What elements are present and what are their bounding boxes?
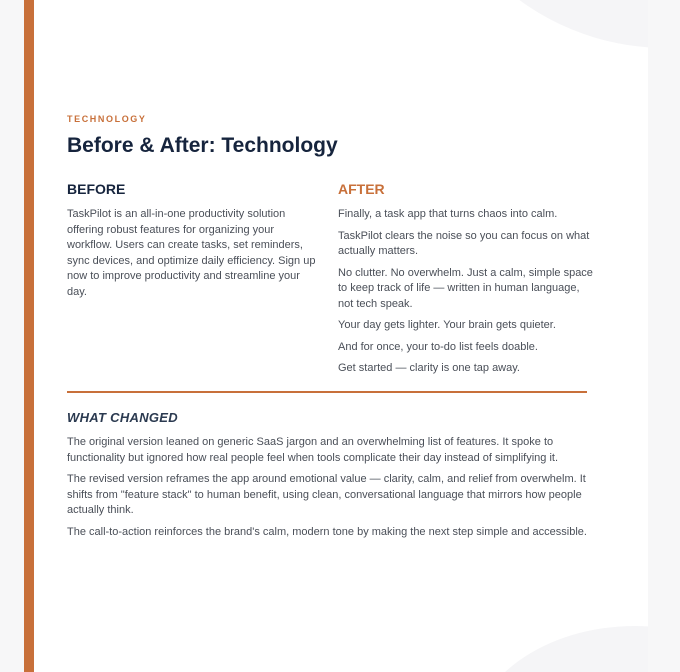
section-divider bbox=[67, 391, 587, 393]
after-column bbox=[338, 207, 593, 383]
decorative-shape-top bbox=[418, 0, 648, 48]
before-text: TaskPilot is an all-in-one productivity solution offering robust features for organizing your workflow. Users can create tasks, set reminders, sync devices, and optimize daily efficiency. Sign up now to improve productivity and streamline your day. bbox=[67, 208, 316, 298]
after-paragraph: Get started — clarity is one tap away. bbox=[338, 362, 520, 374]
what-changed-heading: WHAT CHANGED bbox=[67, 410, 178, 425]
decorative-shape-bottom bbox=[470, 626, 648, 672]
accent-bar bbox=[24, 0, 34, 672]
after-paragraph: Your day gets lighter. Your brain gets quieter. bbox=[338, 319, 556, 331]
what-changed-paragraph: The revised version reframes the app around emotional value — clarity, calm, and relief from overwhelm. It shifts from "feature stack" to human benefit, using clean, conversational language that mirrors how people actually think. bbox=[67, 473, 586, 516]
after-paragraph: And for once, your to-do list feels doable. bbox=[338, 340, 538, 353]
page-title: Before & After: Technology bbox=[67, 134, 338, 157]
after-heading: AFTER bbox=[338, 181, 385, 197]
category-label: TECHNOLOGY bbox=[67, 114, 147, 124]
what-changed-body bbox=[67, 435, 587, 546]
after-paragraph: TaskPilot clears the noise so you can focus on what actually matters. bbox=[338, 229, 590, 257]
what-changed-paragraph: The call-to-action reinforces the brand's calm, modern tone by making the next step simple and accessible. bbox=[67, 525, 587, 538]
before-heading: BEFORE bbox=[67, 181, 126, 197]
after-paragraph: No clutter. No overwhelm. Just a calm, simple space to keep track of life — written in human language, not tech speak. bbox=[338, 266, 593, 310]
what-changed-paragraph: The original version leaned on generic SaaS jargon and an overwhelming list of features. It spoke to functionality but ignored how real people feel when tools complicate their day instead of simplifying it. bbox=[67, 436, 558, 464]
after-paragraph: Finally, a task app that turns chaos into calm. bbox=[338, 208, 558, 220]
